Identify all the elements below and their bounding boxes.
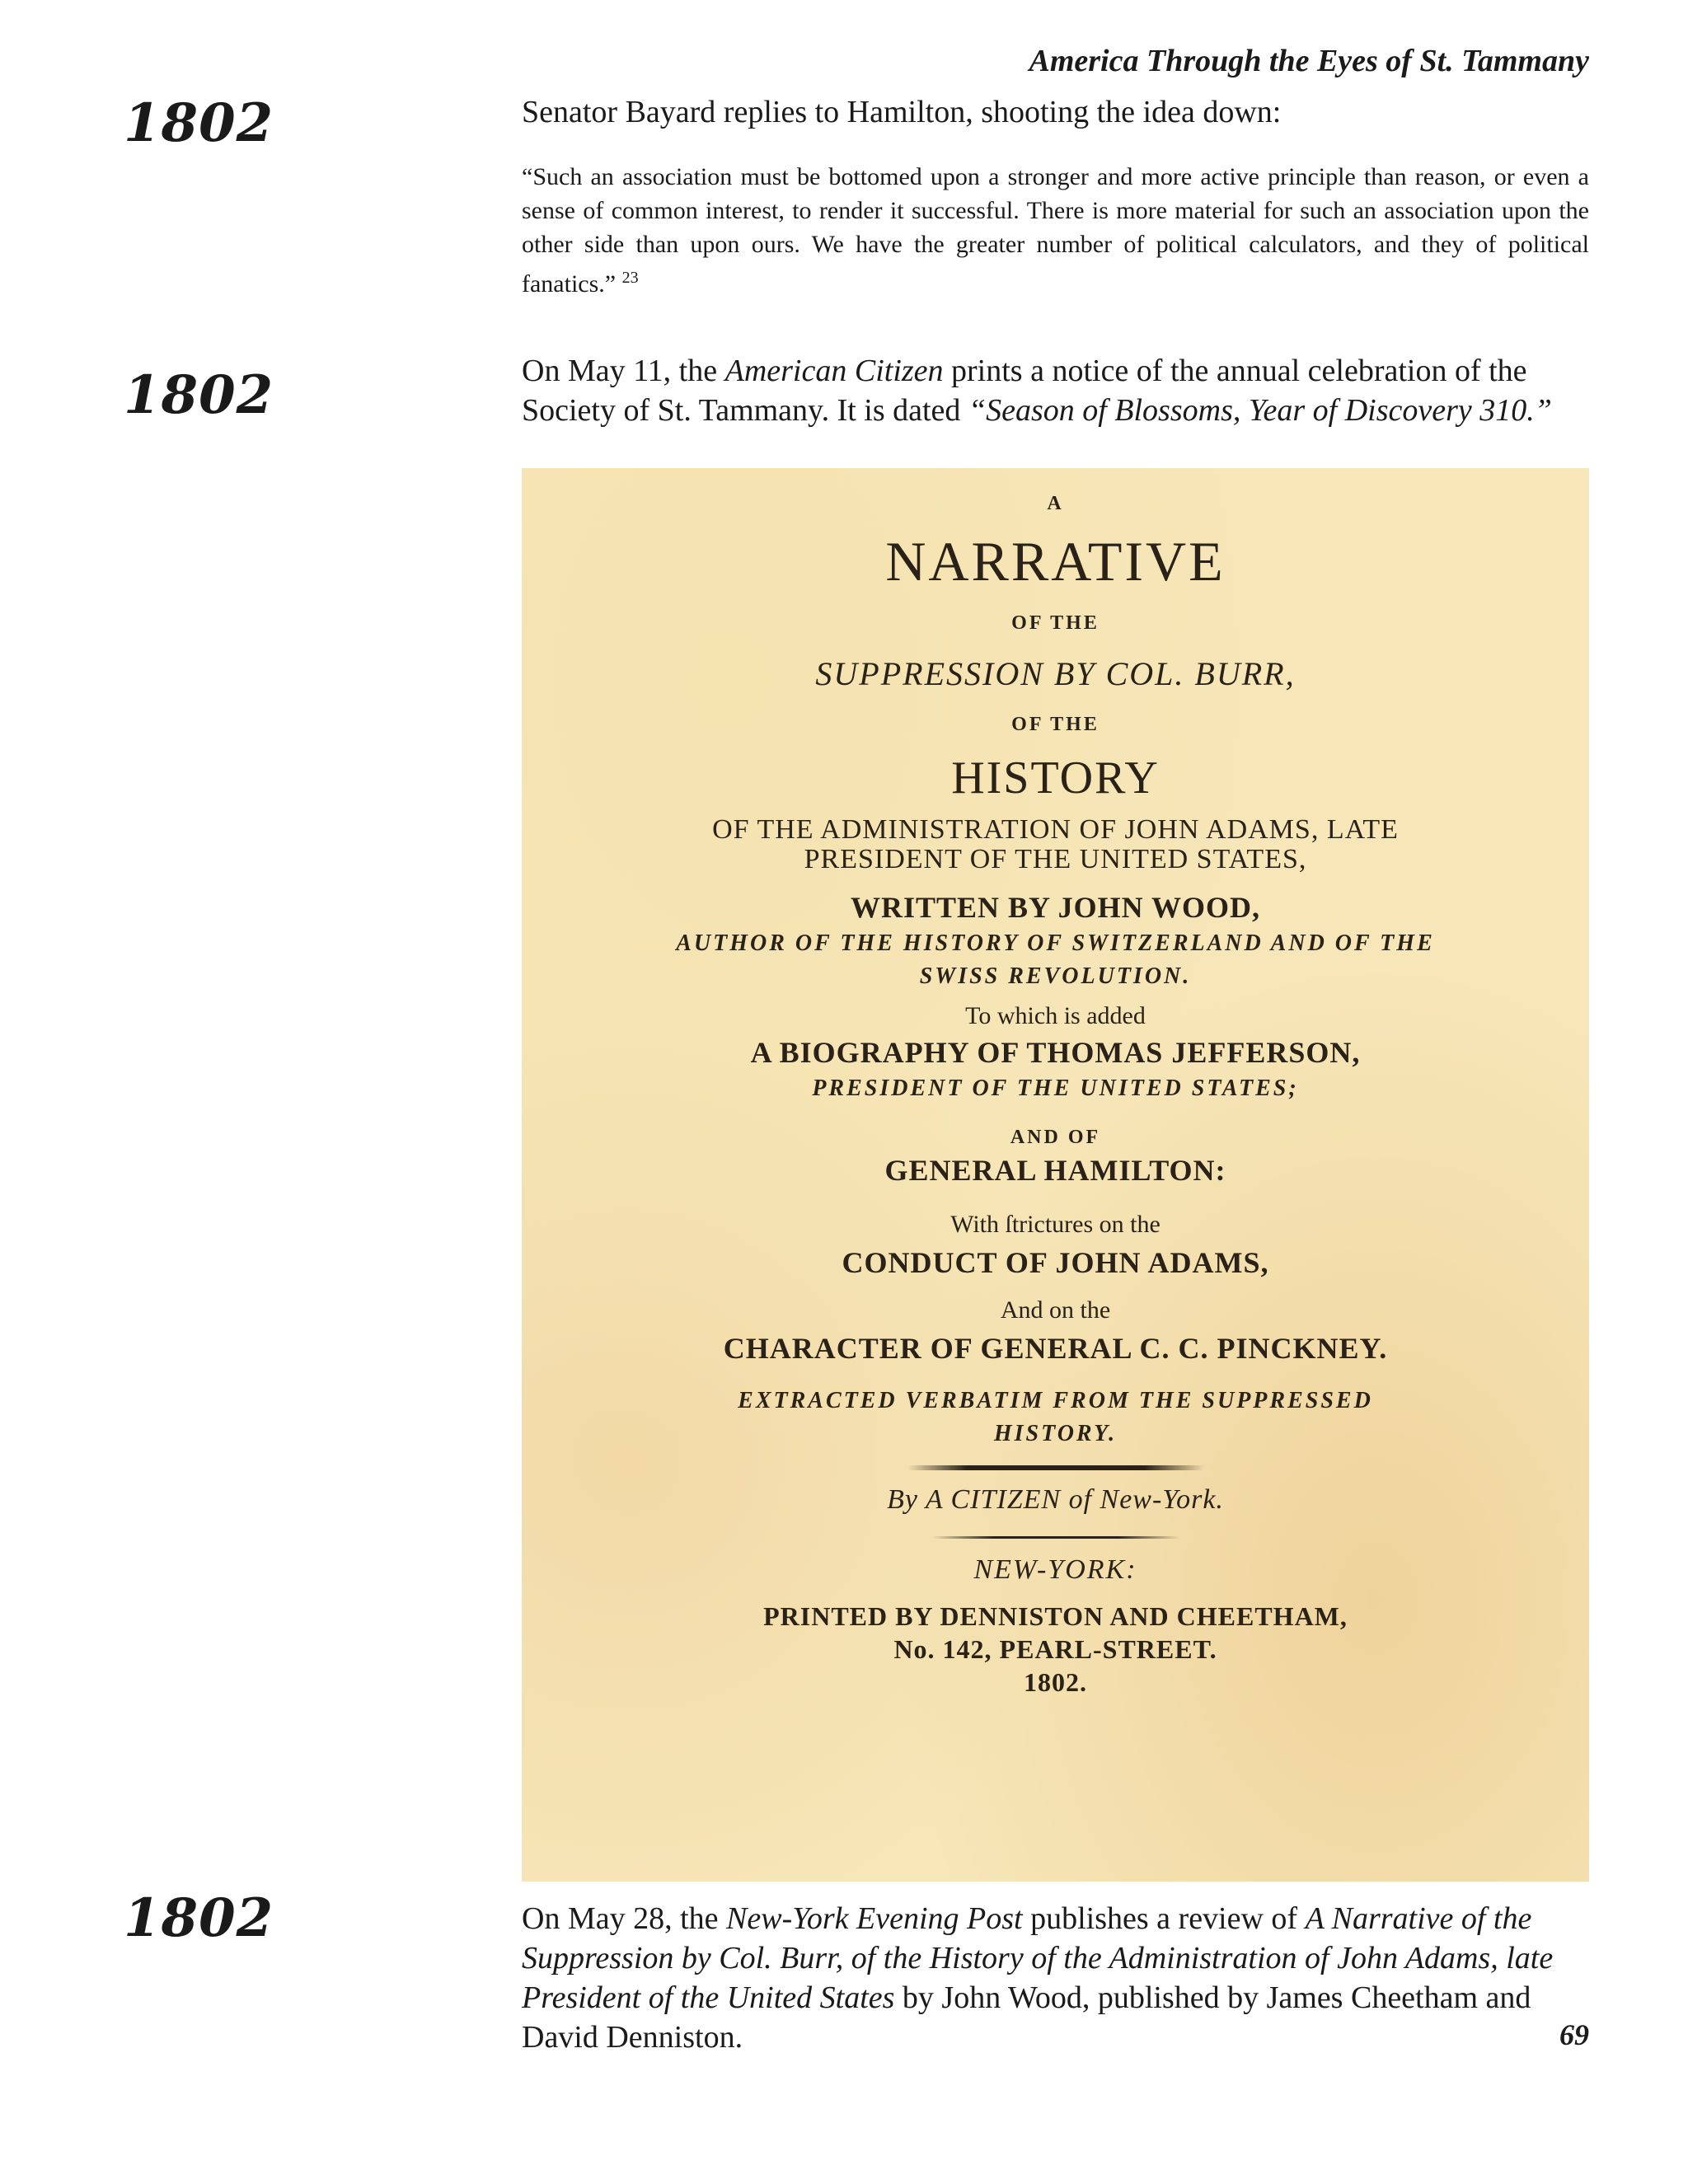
ornamental-rule (907, 1465, 1204, 1470)
title-page-scan (522, 468, 1589, 1882)
text-run: On May 11, the (522, 354, 725, 388)
scan-line: A BIOGRAPHY OF THOMAS JEFFERSON, (750, 1036, 1361, 1069)
scan-line: PRINTED BY DENNISTON AND CHEETHAM, (763, 1601, 1348, 1631)
text-run: by John Wood, published by James Cheetham and David Denniston. (522, 1980, 1531, 2055)
timeline-entry (522, 92, 1589, 301)
scan-line: WRITTEN BY JOHN WOOD, (850, 891, 1261, 924)
entry-text (522, 1899, 1589, 2057)
scan-line: A (1047, 493, 1064, 514)
scan-line: PRESIDENT OF THE UNITED STATES; (812, 1076, 1299, 1101)
scan-line: PRESIDENT OF THE UNITED STATES, (804, 844, 1307, 874)
running-header: America Through the Eyes of St. Tammany (1029, 44, 1589, 78)
scan-line: And on the (1000, 1296, 1111, 1324)
scan-line: EXTRACTED VERBATIM FROM THE SUPPRESSED (738, 1388, 1373, 1413)
scan-line: CONDUCT OF JOHN ADAMS, (842, 1246, 1269, 1279)
quote-text: “Such an association must be bottomed upon a stronger and more active principle than reason, or even a sense of common interest, to render it successful. There is more material for such an association upon the other side than upon ours. We have the greater number of political calculators, and they of political fanatics.” (522, 163, 1589, 298)
scan-line: AUTHOR OF THE HISTORY OF SWITZERLAND AND OF THE (676, 930, 1435, 956)
scan-line: HISTORY (951, 752, 1160, 804)
scan-line: GENERAL HAMILTON: (884, 1154, 1226, 1187)
timeline-entry (522, 351, 1589, 430)
text-run: publishes a review of (1022, 1901, 1306, 1936)
entry-text: Senator Bayard replies to Hamilton, shooting the idea down: (522, 95, 1282, 129)
timeline-entry (522, 1899, 1589, 2057)
scan-line: With ſtrictures on the (950, 1211, 1160, 1238)
year-label: 1802 (124, 364, 274, 426)
scan-line: CHARACTER OF GENERAL C. C. PINCKNEY. (723, 1332, 1388, 1365)
quote-block (522, 160, 1589, 301)
scan-line: To which is added (965, 1002, 1146, 1029)
scan-line: NARRATIVE (885, 530, 1226, 593)
scan-line: HISTORY. (993, 1421, 1118, 1446)
divider-rule (932, 1536, 1179, 1539)
scan-line: AND OF (1010, 1127, 1101, 1148)
scan-line: OF THE (1011, 714, 1100, 735)
scan-line: 1802. (1024, 1667, 1087, 1697)
scan-line: OF THE ADMINISTRATION OF JOHN ADAMS, LATE (712, 814, 1399, 845)
scan-line: OF THE (1011, 612, 1100, 634)
footnote-marker: 23 (621, 269, 639, 287)
scan-line: NEW-YORK: (973, 1554, 1137, 1585)
scan-line: SWISS REVOLUTION. (919, 963, 1192, 989)
publication-title: American Citizen (724, 354, 944, 388)
book-title: A Narrative of the Suppression by Col. Burr, of the History of the Administration of John Adams, late President of the United States (522, 1901, 1554, 2015)
entry-text (522, 351, 1589, 430)
text-run: On May 28, the (522, 1901, 727, 1936)
scan-line: SUPPRESSION BY COL. BURR, (815, 655, 1296, 692)
page-number: 69 (1559, 2018, 1589, 2051)
year-label: 1802 (124, 1887, 274, 1949)
scan-line: By A CITIZEN of New-York. (887, 1484, 1224, 1515)
quoted-date: “Season of Blossoms, Year of Discovery 310.” (968, 393, 1552, 428)
text-run: prints a notice of the annual celebration of the Society of St. Tammany. It is dated (522, 354, 1527, 428)
publication-title: New-York Evening Post (726, 1901, 1023, 1936)
scan-line: No. 142, PEARL-STREET. (893, 1634, 1217, 1664)
year-label: 1802 (124, 92, 274, 154)
